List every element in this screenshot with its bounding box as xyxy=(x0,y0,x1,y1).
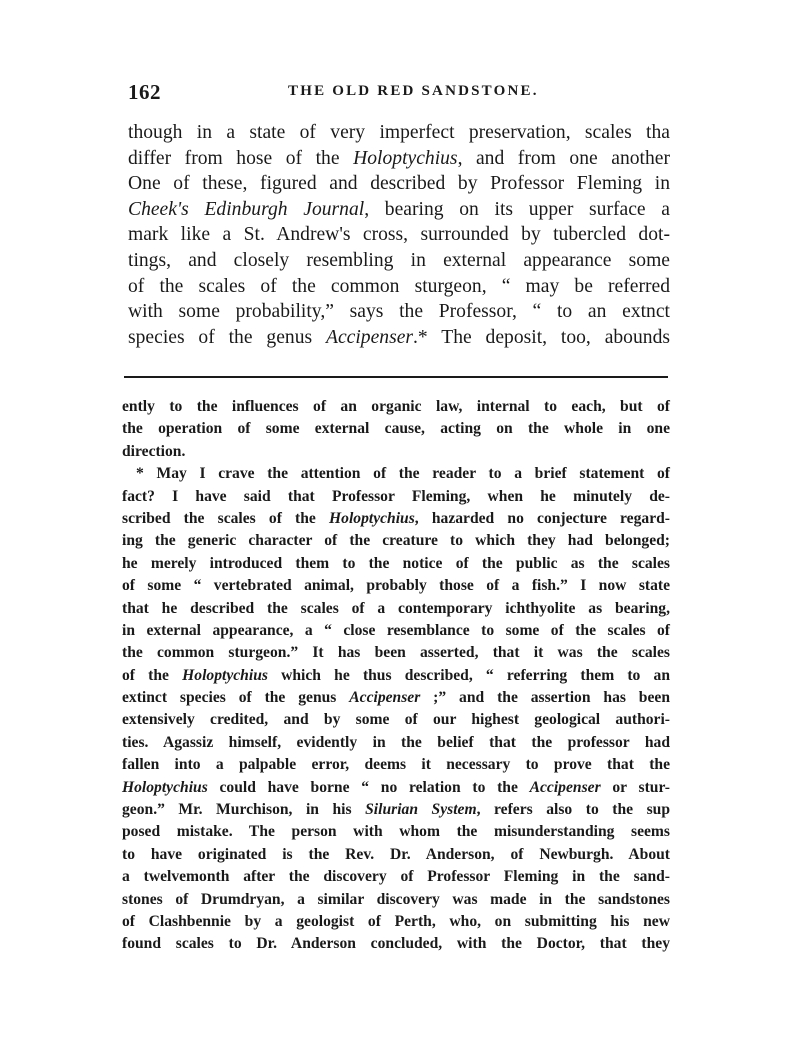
footnote-line: fact? I have said that Professor Fleming, when he minutely de- xyxy=(122,487,670,505)
footnote-line: geon.” Mr. Murchison, in his Silurian System, refers also to the sup xyxy=(122,801,671,819)
footnote-line: of the Holoptychius which he thus described, “ referring them to an xyxy=(122,666,671,684)
footnote-line: * May I crave the attention of the reader to a brief statement of xyxy=(136,465,670,483)
footnote-line: extensively credited, and by some of our highest geological authori- xyxy=(122,711,670,729)
footnote-line: the common sturgeon.” It has been asserted, that it was the scales xyxy=(122,644,670,662)
footnote-line: extinct species of the genus Accipenser ;” and the assertion has been xyxy=(122,689,670,707)
footnote-line: ties. Agassiz himself, evidently in the belief that the professor had xyxy=(122,733,670,751)
footnote-separator-rule xyxy=(124,376,668,378)
footnote-line: in external appearance, a “ close resemblance to some of the scales of xyxy=(122,621,670,639)
main-text-line: species of the genus Accipenser.* The deposit, too, abounds xyxy=(128,326,670,348)
italic-term: Holoptychius xyxy=(182,666,268,684)
footnote-line: to have originated is the Rev. Dr. Anderson, of Newburgh. About xyxy=(122,845,670,863)
running-title: THE OLD RED SANDSTONE. xyxy=(288,83,539,99)
footnote-line: found scales to Dr. Anderson concluded, with the Doctor, that they xyxy=(122,935,670,953)
footnote-line: fallen into a palpable error, deems it necessary to prove that the xyxy=(122,756,670,774)
italic-term: Cheek's Edinburgh Journal xyxy=(128,198,365,220)
footnote-line: a twelvemonth after the discovery of Professor Fleming in the sand- xyxy=(122,868,670,886)
italic-term: Holoptychius xyxy=(122,778,208,796)
italic-term: Accipenser xyxy=(325,326,414,348)
footnote-line: of Clashbennie by a geologist of Perth, who, on submitting his new xyxy=(122,912,670,930)
main-text-line: with some probability,” says the Professor, “ to an extnct xyxy=(128,301,670,323)
main-text-block xyxy=(128,120,670,350)
footnote-line: direction. xyxy=(122,442,186,460)
running-head xyxy=(128,80,670,104)
footnote-line: the operation of some external cause, acting on the whole in one xyxy=(122,420,670,438)
footnote-line: ently to the influences of an organic law, internal to each, but of xyxy=(122,398,670,415)
italic-term: Accipenser xyxy=(529,778,601,796)
footnote-block xyxy=(122,396,670,956)
footnote-line: stones of Drumdryan, a similar discovery was made in the sandstones xyxy=(122,890,670,908)
italic-term: Holoptychius xyxy=(353,147,458,169)
italic-term: Holoptychius xyxy=(329,509,415,527)
footnote-line: scribed the scales of the Holoptychius, hazarded no conjecture regard- xyxy=(122,509,670,527)
page-number: 162 xyxy=(128,80,161,104)
main-text-line: differ from hose of the Holoptychius, and from one another xyxy=(128,147,670,169)
italic-term: Accipenser xyxy=(349,689,421,707)
footnote-line: of some “ vertebrated animal, probably those of a fish.” I now state xyxy=(122,577,670,595)
footnote-line: that he described the scales of a contemporary ichthyolite as bearing, xyxy=(122,599,670,617)
footnote-line: ing the generic character of the creature to which they had belonged; xyxy=(122,532,670,550)
main-text-line: tings, and closely resembling in external appearance some xyxy=(128,249,670,271)
footnote-line: Holoptychius could have borne “ no relation to the Accipenser or stur- xyxy=(122,778,670,796)
main-text-line: Cheek's Edinburgh Journal, bearing on its upper surface a xyxy=(128,198,670,220)
main-text-line: of the scales of the common sturgeon, “ may be referred xyxy=(128,275,670,297)
italic-term: Silurian System xyxy=(365,801,477,819)
main-text-line: though in a state of very imperfect preservation, scales tha xyxy=(128,122,670,143)
main-text-line: One of these, figured and described by Professor Fleming in xyxy=(128,173,670,195)
footnote-line: he merely introduced them to the notice of the public as the scales xyxy=(122,554,670,572)
main-text-line: mark like a St. Andrew's cross, surrounded by tubercled dot- xyxy=(128,224,670,246)
footnote-line: posed mistake. The person with whom the misunderstanding seems xyxy=(122,823,670,841)
